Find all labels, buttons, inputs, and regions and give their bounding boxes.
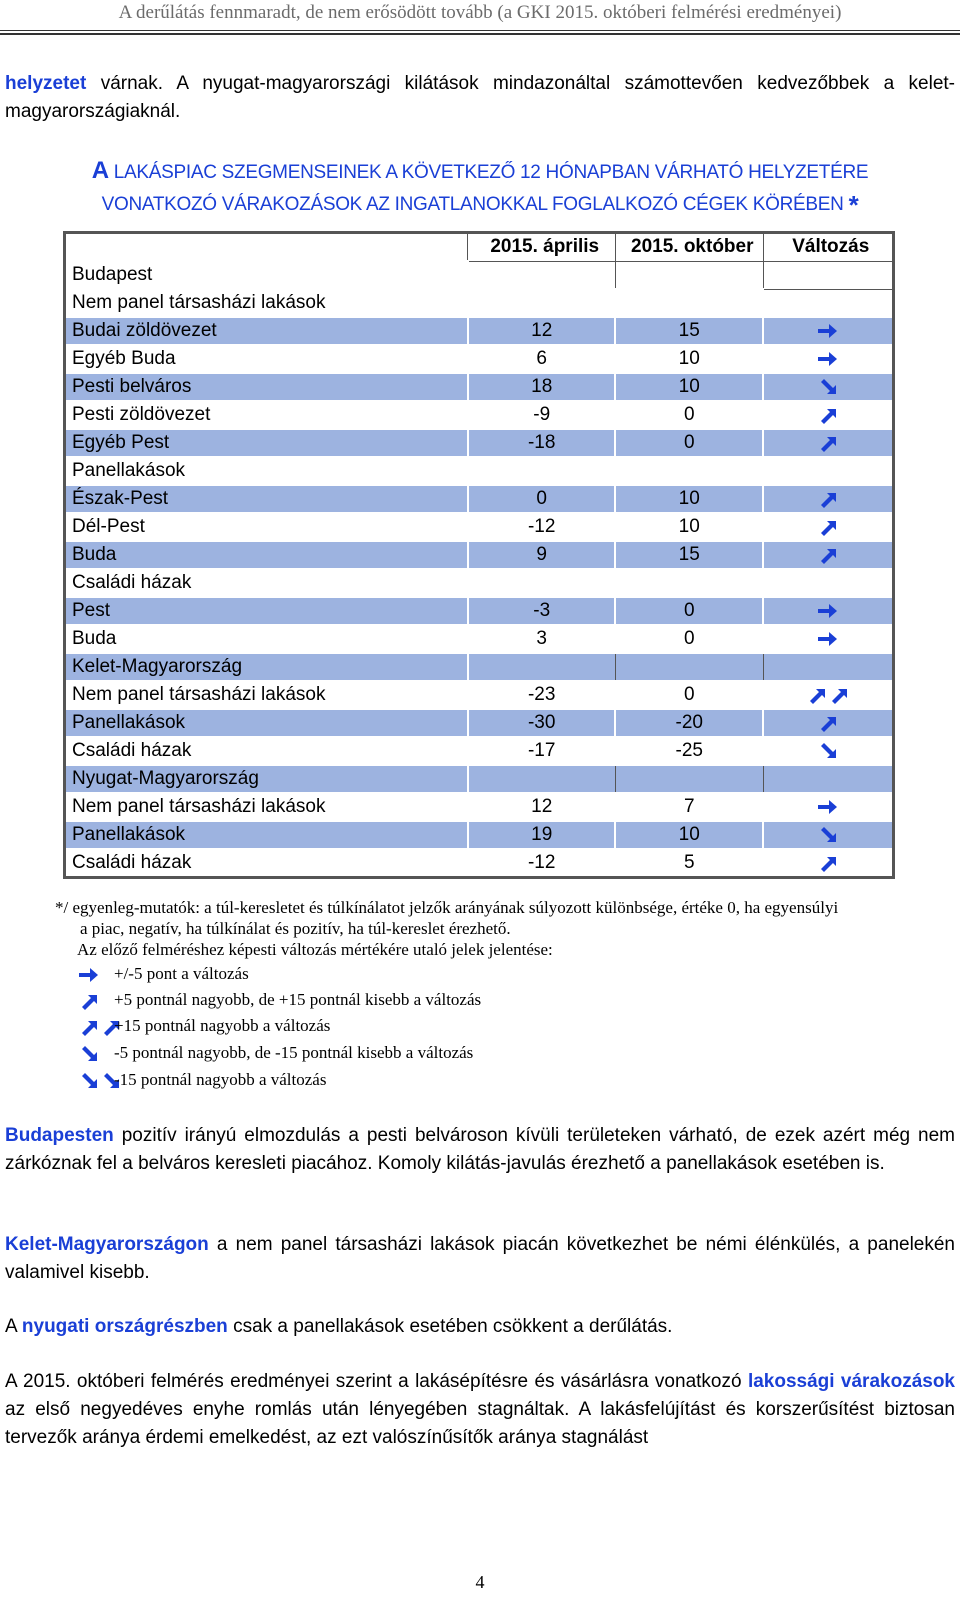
october-value [615, 261, 763, 289]
legend-text: -5 pontnál nagyobb, de -15 pontnál kisebb a változás [114, 1043, 474, 1062]
table-row [65, 289, 894, 317]
up-arrow-icon [78, 1017, 100, 1037]
right-arrow-icon [817, 797, 839, 817]
change-cell [763, 401, 893, 429]
table-row [65, 709, 894, 737]
legend-icons [78, 1041, 114, 1065]
legend-text: -15 pontnál nagyobb a változás [114, 1070, 327, 1089]
change-cell [763, 737, 893, 765]
legend-icons [78, 1068, 114, 1092]
april-value: 12 [468, 317, 616, 345]
row-label: Panellakások [65, 821, 468, 849]
april-value [468, 261, 616, 289]
table-row [65, 569, 894, 597]
april-value: 0 [468, 485, 616, 513]
legend-text: +5 pontnál nagyobb, de +15 pontnál kisebb a változás [114, 990, 482, 1009]
change-cell [763, 345, 893, 373]
october-value: 10 [615, 821, 763, 849]
row-label: Panellakások [65, 457, 468, 485]
table-row [65, 345, 894, 373]
paragraph-households [5, 1368, 955, 1452]
table-row [65, 401, 894, 429]
table-row [65, 485, 894, 513]
table-title-star: * [848, 190, 859, 220]
october-value: 0 [615, 401, 763, 429]
up-arrow-icon [817, 405, 839, 425]
row-label: Nem panel társasházi lakások [65, 793, 468, 821]
april-value: 12 [468, 793, 616, 821]
april-value: 6 [468, 345, 616, 373]
april-value [468, 289, 616, 317]
table-title-first-letter: A [91, 157, 109, 184]
change-cell [763, 261, 893, 289]
october-value: 10 [615, 485, 763, 513]
table-header-row [65, 233, 894, 262]
legend-item [78, 1014, 330, 1038]
october-value: 0 [615, 429, 763, 457]
table-row [65, 373, 894, 401]
change-cell [763, 457, 893, 485]
table-row [65, 513, 894, 541]
table-title-line1-rest: LAKÁSPIAC SZEGMENSEINEK A KÖVETKEZŐ 12 HÓNAPBAN VÁRHATÓ HELYZETÉRE [108, 162, 869, 183]
row-label: Budai zöldövezet [65, 317, 468, 345]
table-row [65, 429, 894, 457]
october-value: 7 [615, 793, 763, 821]
right-arrow-icon [817, 321, 839, 341]
april-value: 19 [468, 821, 616, 849]
row-label: Nyugat-Magyarország [65, 765, 468, 793]
intro-paragraph [5, 70, 955, 126]
october-value: 0 [615, 625, 763, 653]
paragraph-budapest-text: pozitív irányú elmozdulás a pesti belvároson kívüli területeken várható, de ezek azért még nem zárkóznak fel a belváros keresleti piacához. Komoly kilátás-javulás érezhető a panellakások esetében is. [5, 1125, 955, 1174]
row-label: Pest [65, 597, 468, 625]
paragraph-east-bold: Kelet-Magyarországon [5, 1234, 209, 1255]
change-cell [763, 429, 893, 457]
change-cell [763, 625, 893, 653]
change-cell [763, 597, 893, 625]
change-cell [763, 373, 893, 401]
table-row [65, 849, 894, 878]
paragraph-west [5, 1313, 955, 1341]
table-row [65, 821, 894, 849]
page-header-title: A derűlátás fennmaradt, de nem erősödött tovább (a GKI 2015. októberi felmérési eredményei) [118, 2, 842, 23]
row-label: Észak-Pest [65, 485, 468, 513]
april-value [468, 569, 616, 597]
up-arrow-icon [817, 433, 839, 453]
april-value: -23 [468, 681, 616, 709]
down-arrow-icon [817, 377, 839, 397]
change-cell [763, 485, 893, 513]
paragraph-budapest [5, 1122, 955, 1178]
intro-text: várnak. A nyugat-magyarországi kilátások mindazonáltal számottevően kedvezőbbek a kelet-magyarországiaknál. [5, 73, 955, 122]
row-label: Budapest [65, 261, 468, 289]
table-row [65, 737, 894, 765]
up-arrow-icon [817, 517, 839, 537]
april-value: -18 [468, 429, 616, 457]
table-row [65, 261, 894, 289]
paragraph-west-bold: nyugati országrészben [21, 1316, 228, 1337]
april-value: 18 [468, 373, 616, 401]
row-label: Nem panel társasházi lakások [65, 681, 468, 709]
row-label: Kelet-Magyarország [65, 653, 468, 681]
october-value: 10 [615, 513, 763, 541]
row-label: Dél-Pest [65, 513, 468, 541]
october-value: 15 [615, 317, 763, 345]
row-label: Buda [65, 625, 468, 653]
change-cell [763, 569, 893, 597]
paragraph-east [5, 1231, 955, 1287]
up-arrow-icon [817, 713, 839, 733]
april-value: -12 [468, 513, 616, 541]
footnote-line2: a piac, negatív, ha túlkínálat és pozitív, ha túl-kereslet érezhető. [80, 919, 511, 938]
change-cell [763, 681, 893, 709]
row-label: Családi házak [65, 569, 468, 597]
row-label: Családi házak [65, 737, 468, 765]
footnote-line1: */ egyenleg-mutatók: a túl-keresletet és túlkínálatot jelzők arányának súlyozott különbsége, értéke 0, ha egyensúlyi [55, 898, 839, 917]
up-arrow-icon [817, 489, 839, 509]
april-value: -3 [468, 597, 616, 625]
october-value [615, 289, 763, 317]
paragraph-west-text: csak a panellakások esetében csökkent a derűlátás. [227, 1316, 673, 1337]
expectations-table [63, 231, 895, 879]
intro-lead-bold: helyzetet [5, 73, 87, 94]
header-cell-october: 2015. október [615, 233, 763, 262]
table-row [65, 597, 894, 625]
legend-item [78, 1068, 326, 1092]
footnote-line3: Az előző felméréshez képesti változás mértékére utaló jelek jelentése: [77, 940, 553, 959]
change-cell [763, 793, 893, 821]
change-cell [763, 317, 893, 345]
row-label: Panellakások [65, 709, 468, 737]
legend-item [78, 1041, 473, 1065]
change-cell [763, 765, 893, 793]
april-value [468, 765, 616, 793]
april-value: 9 [468, 541, 616, 569]
october-value [615, 569, 763, 597]
down-arrow-icon [78, 1071, 100, 1091]
october-value [615, 457, 763, 485]
table-row [65, 625, 894, 653]
legend-icons [78, 962, 114, 986]
change-cell [763, 541, 893, 569]
header-cell-april: 2015. április [468, 233, 616, 262]
october-value: -20 [615, 709, 763, 737]
change-cell [763, 849, 893, 878]
up-arrow-icon [828, 685, 850, 705]
legend-text: +15 pontnál nagyobb a változás [114, 1016, 331, 1035]
october-value: 0 [615, 597, 763, 625]
october-value: 10 [615, 373, 763, 401]
table-title-line1 [50, 154, 910, 190]
change-cell [763, 513, 893, 541]
table-row [65, 793, 894, 821]
up-arrow-icon [78, 991, 100, 1011]
table-row [65, 317, 894, 345]
down-arrow-icon [78, 1044, 100, 1064]
header-cell-change: Változás [763, 233, 893, 262]
row-label: Családi házak [65, 849, 468, 878]
table-row [65, 541, 894, 569]
up-arrow-icon [806, 685, 828, 705]
legend-item [78, 988, 481, 1012]
april-value [468, 457, 616, 485]
change-cell [763, 709, 893, 737]
table-row [65, 653, 894, 681]
right-arrow-icon [78, 965, 100, 985]
legend-icons [78, 988, 114, 1012]
change-cell [763, 821, 893, 849]
paragraph-households-text: az első negyedéves enyhe romlás után lényegében stagnáltak. A lakásfelújítást és korszerűsítést biztosan tervezők aránya érdemi emelkedést, az ezt valószínűsítők aránya stagnálást [5, 1399, 955, 1448]
row-label: Egyéb Buda [65, 345, 468, 373]
change-cell [763, 289, 893, 317]
october-value: -25 [615, 737, 763, 765]
table-row [65, 765, 894, 793]
april-value: -30 [468, 709, 616, 737]
april-value: 3 [468, 625, 616, 653]
row-label: Pesti belváros [65, 373, 468, 401]
page-number: 4 [475, 1572, 485, 1592]
right-arrow-icon [817, 601, 839, 621]
april-value: -9 [468, 401, 616, 429]
change-cell [763, 653, 893, 681]
down-arrow-icon [817, 825, 839, 845]
october-value: 15 [615, 541, 763, 569]
table-row [65, 681, 894, 709]
row-label: Pesti zöldövezet [65, 401, 468, 429]
october-value: 5 [615, 849, 763, 878]
paragraph-budapest-bold: Budapesten [5, 1125, 114, 1146]
up-arrow-icon [817, 545, 839, 565]
legend-text: +/-5 pont a változás [114, 964, 249, 983]
legend-item [78, 962, 249, 986]
april-value: -17 [468, 737, 616, 765]
table-title-line2-text: VONATKOZÓ VÁRAKOZÁSOK AZ INGATLANOKKAL FOGLALKOZÓ CÉGEK KÖRÉBEN [101, 194, 844, 215]
paragraph-west-pre: A [5, 1316, 22, 1337]
april-value: -12 [468, 849, 616, 878]
october-value [615, 653, 763, 681]
paragraph-households-bold: lakossági várakozások [747, 1371, 955, 1392]
row-label: Egyéb Pest [65, 429, 468, 457]
table-title-line2 [50, 188, 910, 222]
row-label: Nem panel társasházi lakások [65, 289, 468, 317]
header-cell-label [65, 233, 468, 262]
right-arrow-icon [817, 629, 839, 649]
april-value [468, 653, 616, 681]
october-value [615, 765, 763, 793]
october-value: 10 [615, 345, 763, 373]
down-arrow-icon [817, 741, 839, 761]
header-rule [0, 30, 960, 35]
up-arrow-icon [817, 853, 839, 873]
october-value: 0 [615, 681, 763, 709]
legend-icons [78, 1014, 114, 1038]
right-arrow-icon [817, 349, 839, 369]
row-label: Buda [65, 541, 468, 569]
paragraph-east-text: a nem panel társasházi lakások piacán következhet be némi élénkülés, a panelekén valamivel kisebb. [5, 1234, 955, 1283]
paragraph-households-pre: A 2015. októberi felmérés eredményei szerint a lakásépítésre és vásárlásra vonatkozó [5, 1371, 748, 1392]
table-row [65, 457, 894, 485]
